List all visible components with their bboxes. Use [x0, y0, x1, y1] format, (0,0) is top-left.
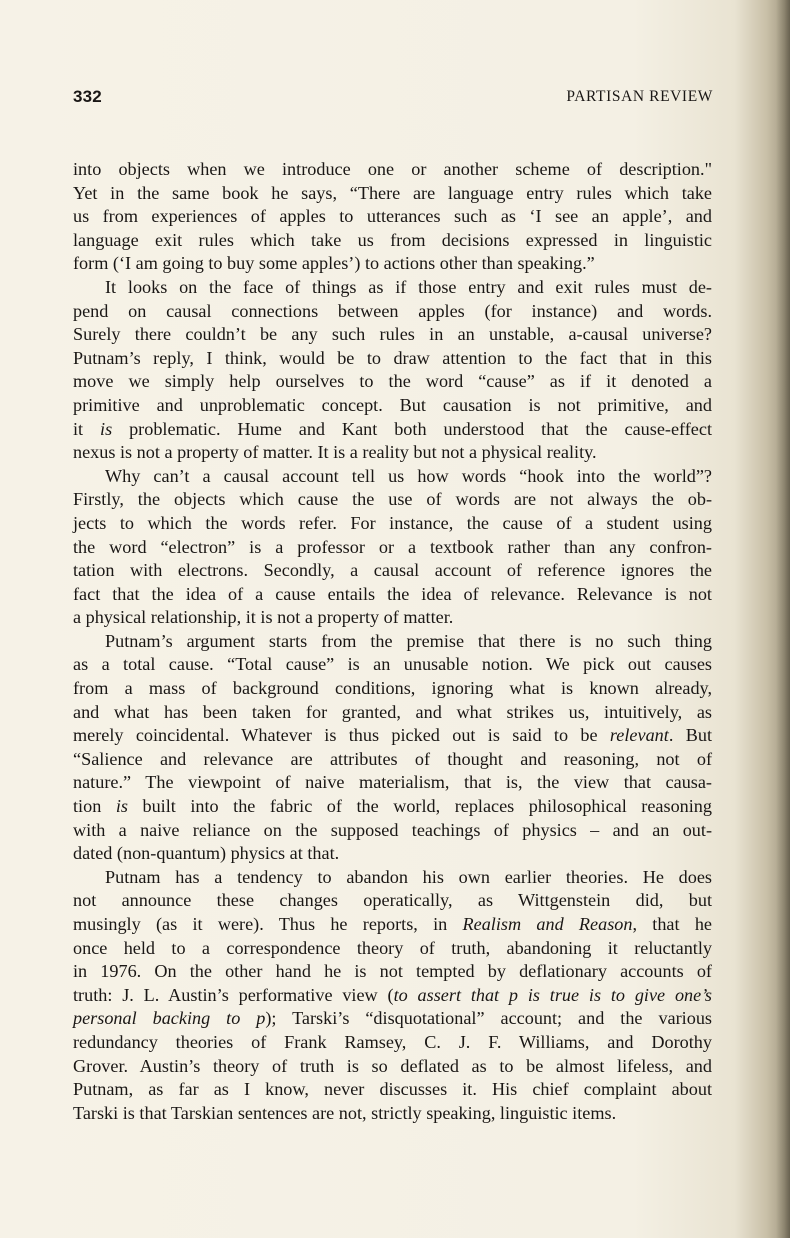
- paragraph: [73, 158, 712, 276]
- text-line: us from experiences of apples to utterances such as ‘I see an apple’, and: [73, 206, 712, 227]
- text-line: Yet in the same book he says, “There are language entry rules which take: [73, 182, 712, 203]
- italic-text: to assert that p is true is to give one’s: [393, 984, 712, 1005]
- body-text: [73, 158, 712, 1125]
- text-line: tion is built into the fabric of the world, replaces philosophical reasoning: [73, 796, 712, 817]
- italic-text: is: [115, 796, 128, 817]
- text-line: jects to which the words refer. For instance, the cause of a student using: [73, 512, 712, 533]
- text-line: nexus is not a property of matter. It is a reality but not a physical reality.: [73, 442, 597, 463]
- text-line: Grover. Austin’s theory of truth is so deflated as to be almost lifeless, and: [73, 1055, 712, 1076]
- paragraph: [73, 276, 712, 465]
- text-line: form (‘I am going to buy some apples’) to actions other than speaking.”: [73, 253, 595, 274]
- text-line: truth: J. L. Austin’s performative view (to assert that p is true is to give one’s: [73, 984, 712, 1005]
- paragraph: [73, 630, 712, 866]
- text-line: Why can’t a causal account tell us how words “hook into the world”?: [105, 465, 712, 486]
- text-line: redundancy theories of Frank Ramsey, C. J. F. Williams, and Dorothy: [73, 1031, 712, 1052]
- text-line: Firstly, the objects which cause the use of words are not always the ob-: [73, 489, 712, 510]
- page-number: 332: [73, 87, 102, 106]
- text-line: Putnam has a tendency to abandon his own earlier theories. He does: [105, 866, 712, 887]
- journal-title: PARTISAN REVIEW: [566, 88, 713, 105]
- text-line: Surely there couldn’t be any such rules in an unstable, a-causal universe?: [73, 324, 712, 345]
- text-line: merely coincidental. Whatever is thus picked out is said to be relevant. But: [73, 725, 712, 746]
- text-line: not announce these changes operatically, as Wittgenstein did, but: [73, 890, 712, 911]
- text-line: Tarski is that Tarskian sentences are not, strictly speaking, linguistic items.: [73, 1102, 617, 1123]
- text-line: primitive and unproblematic concept. But causation is not primitive, and: [73, 394, 712, 415]
- italic-text: relevant: [609, 725, 669, 746]
- text-line: Putnam’s argument starts from the premise that there is no such thing: [105, 630, 712, 651]
- text-line: from a mass of background conditions, ignoring what is known already,: [73, 678, 712, 699]
- paragraph: [73, 465, 712, 630]
- text-line: Putnam, as far as I know, never discusses it. His chief complaint about: [73, 1079, 712, 1100]
- text-line: as a total cause. “Total cause” is an unusable notion. We pick out causes: [73, 654, 712, 675]
- text-line: the word “electron” is a professor or a textbook rather than any confron-: [73, 536, 712, 557]
- running-head: [73, 87, 713, 111]
- text-line: language exit rules which take us from decisions expressed in linguistic: [73, 229, 712, 250]
- text-line: with a naive reliance on the supposed teachings of physics – and an out-: [73, 819, 712, 840]
- text-line: in 1976. On the other hand he is not tempted by deflationary accounts of: [73, 961, 712, 982]
- text-line: personal backing to p); Tarski’s “disquotational” account; and the various: [73, 1008, 712, 1029]
- text-line: once held to a correspondence theory of truth, abandoning it reluctantly: [73, 937, 712, 958]
- text-line: a physical relationship, it is not a property of matter.: [73, 607, 454, 628]
- italic-text: is: [100, 418, 113, 439]
- text-line: nature.” The viewpoint of naive materialism, that is, the view that causa-: [73, 772, 712, 793]
- text-line: it is problematic. Hume and Kant both understood that the cause-effect: [73, 418, 713, 439]
- text-line: Putnam’s reply, I think, would be to draw attention to the fact that in this: [73, 347, 712, 368]
- text-line: musingly (as it were). Thus he reports, in Realism and Reason, that he: [73, 914, 712, 934]
- text-line: and what has been taken for granted, and what strikes us, intuitively, as: [73, 701, 712, 722]
- text-line: pend on causal connections between apples (for instance) and words.: [73, 300, 712, 321]
- italic-text: Realism and Reason: [462, 914, 633, 934]
- page-gutter-shadow: [776, 0, 790, 1238]
- paragraph: [73, 866, 712, 1126]
- text-line: move we simply help ourselves to the word “cause” as if it denoted a: [73, 371, 712, 392]
- italic-text: personal backing to p: [73, 1008, 266, 1029]
- text-line: “Salience and relevance are attributes of thought and reasoning, not of: [73, 748, 712, 769]
- text-line: fact that the idea of a cause entails the idea of relevance. Relevance is not: [73, 583, 712, 604]
- text-line: It looks on the face of things as if those entry and exit rules must de-: [105, 276, 712, 297]
- text-line: into objects when we introduce one or another scheme of description.": [73, 159, 712, 179]
- text-line: dated (non-quantum) physics at that.: [73, 843, 340, 864]
- text-line: tation with electrons. Secondly, a causal account of reference ignores the: [73, 560, 712, 581]
